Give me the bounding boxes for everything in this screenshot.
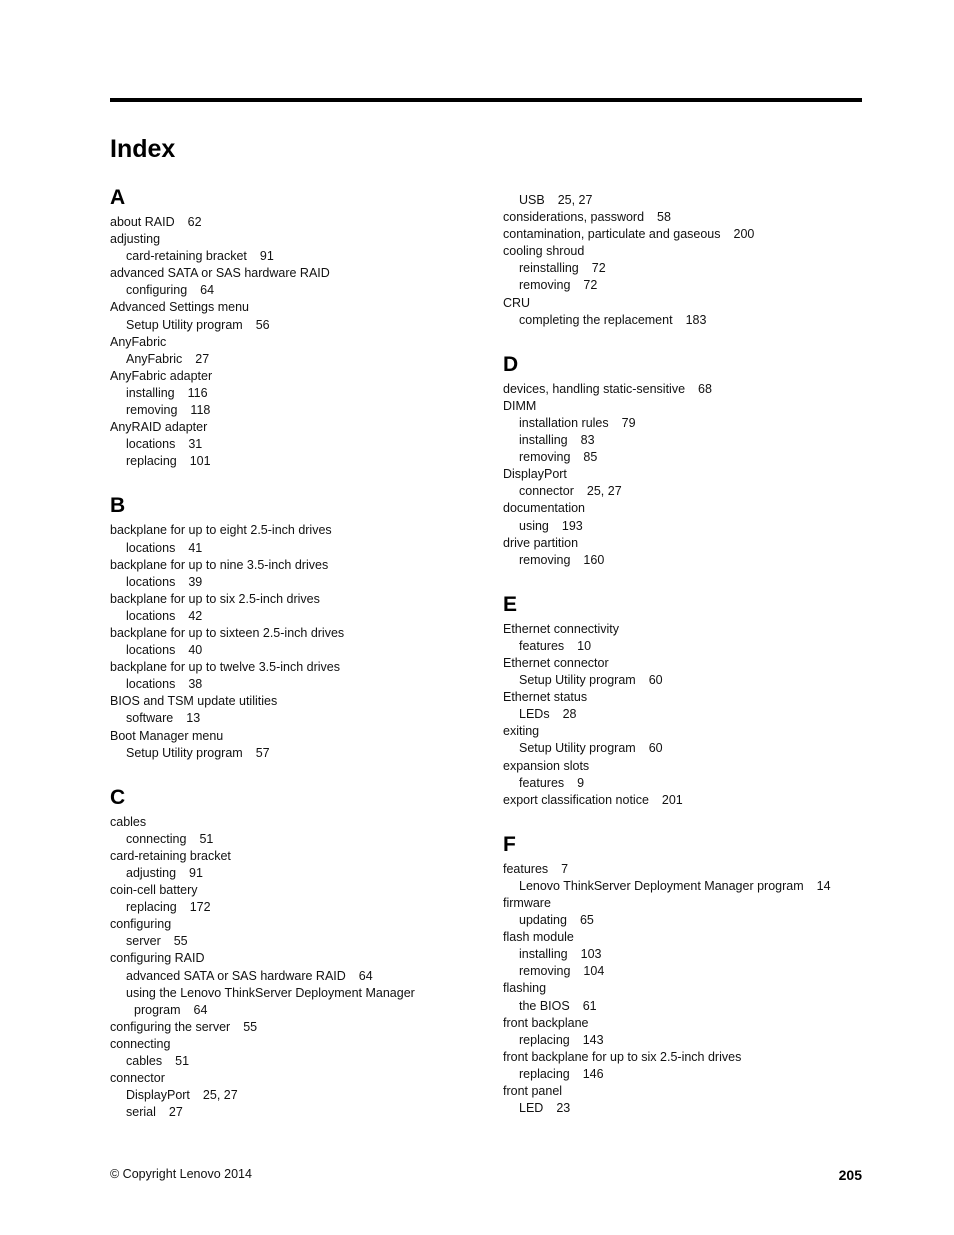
entry-term: reinstalling bbox=[519, 261, 579, 276]
entry-term: cables bbox=[110, 814, 147, 829]
entry-term: features bbox=[519, 638, 565, 653]
entry-page-ref: 60 bbox=[648, 741, 663, 756]
index-subentry bbox=[503, 518, 883, 535]
entry-term: locations bbox=[126, 677, 176, 692]
entry-term: front backplane for up to six 2.5-inch drives bbox=[503, 1049, 742, 1064]
index-entry bbox=[110, 848, 490, 865]
index-entry bbox=[503, 500, 883, 517]
index-entry bbox=[110, 522, 490, 539]
entry-term: contamination, particulate and gaseous bbox=[503, 227, 721, 242]
entry-term: flash module bbox=[503, 930, 574, 945]
index-subentry bbox=[110, 453, 490, 470]
entry-term: backplane for up to twelve 3.5-inch drives bbox=[110, 660, 340, 675]
index-entry bbox=[503, 381, 883, 398]
entry-page-ref: 64 bbox=[200, 283, 215, 298]
entry-term: completing the replacement bbox=[519, 312, 673, 327]
entry-term: replacing bbox=[126, 454, 177, 469]
entry-term: locations bbox=[126, 608, 176, 623]
entry-term: adjusting bbox=[110, 232, 161, 247]
entry-term: removing bbox=[519, 964, 571, 979]
index-entry bbox=[503, 621, 883, 638]
entry-term: front panel bbox=[503, 1084, 563, 1099]
index-subentry bbox=[503, 946, 883, 963]
index-entry bbox=[503, 1015, 883, 1032]
entry-page-ref: 39 bbox=[188, 574, 203, 589]
index-entry bbox=[110, 950, 490, 967]
entry-page-ref: 7 bbox=[561, 861, 569, 876]
section-letter: B bbox=[110, 494, 126, 518]
index-entry bbox=[503, 466, 883, 483]
entry-term: configuring RAID bbox=[110, 951, 205, 966]
index-subentry bbox=[503, 672, 883, 689]
index-section bbox=[110, 786, 490, 1122]
entry-term: using bbox=[519, 518, 549, 533]
index-entry bbox=[110, 625, 490, 642]
index-entry bbox=[110, 368, 490, 385]
index-section bbox=[503, 353, 883, 569]
entry-page-ref: 91 bbox=[189, 866, 203, 880]
index-entry bbox=[110, 659, 490, 676]
index-subentry bbox=[503, 552, 883, 569]
entry-term: installing bbox=[519, 947, 568, 962]
index-subentry bbox=[503, 192, 883, 209]
index-subentry bbox=[503, 1032, 883, 1049]
index-subentry bbox=[503, 312, 883, 329]
index-entry bbox=[503, 1049, 883, 1066]
index-entry bbox=[503, 792, 883, 809]
index-subentry bbox=[110, 1104, 490, 1121]
index-section bbox=[503, 833, 883, 1117]
entry-page-ref: 9 bbox=[577, 775, 585, 790]
entry-page-ref: 65 bbox=[579, 913, 594, 928]
entry-page-ref: 101 bbox=[189, 454, 211, 469]
index-subentry bbox=[110, 282, 490, 299]
entry-term: removing bbox=[519, 552, 571, 567]
entry-page-ref: 25, 27 bbox=[202, 1088, 238, 1103]
index-section bbox=[503, 192, 883, 329]
entry-term: configuring bbox=[110, 917, 172, 932]
index-entry bbox=[110, 265, 490, 282]
index-subentry bbox=[110, 608, 490, 625]
entry-term: locations bbox=[126, 643, 176, 658]
entry-page-ref: 83 bbox=[580, 433, 595, 448]
entry-page-ref: 38 bbox=[188, 677, 203, 692]
entry-term: advanced SATA or SAS hardware RAID bbox=[126, 968, 346, 983]
index-subentry bbox=[110, 985, 490, 1002]
entry-page-ref: 116 bbox=[187, 385, 208, 400]
entry-term: firmware bbox=[503, 896, 551, 910]
entry-page-ref: 193 bbox=[561, 518, 583, 533]
index-subentry bbox=[110, 385, 490, 402]
entry-page-ref: 27 bbox=[168, 1105, 183, 1120]
index-entry bbox=[503, 655, 883, 672]
index-subentry bbox=[110, 831, 490, 848]
index-subentry bbox=[503, 998, 883, 1015]
index-entry bbox=[110, 882, 490, 899]
entry-page-ref: 55 bbox=[173, 934, 188, 949]
index-subentry bbox=[503, 638, 883, 655]
index-entry bbox=[110, 1019, 490, 1036]
entry-term: features bbox=[519, 775, 565, 790]
index-subentry bbox=[503, 432, 883, 449]
entry-page-ref: 13 bbox=[186, 711, 201, 726]
entry-term: Ethernet status bbox=[503, 690, 588, 705]
entry-term: installing bbox=[519, 433, 568, 448]
page-number: 205 bbox=[838, 1167, 862, 1183]
index-column-left bbox=[110, 186, 490, 1145]
entry-term: BIOS and TSM update utilities bbox=[110, 694, 278, 709]
entry-term: LED bbox=[519, 1101, 544, 1116]
index-subentry bbox=[110, 745, 490, 762]
entry-term: adjusting bbox=[126, 866, 177, 880]
entry-term: cables bbox=[126, 1054, 163, 1069]
entry-page-ref: 118 bbox=[190, 403, 211, 418]
index-subentry bbox=[110, 1053, 490, 1070]
index-entry bbox=[503, 758, 883, 775]
entry-term: documentation bbox=[503, 501, 586, 516]
index-subentry bbox=[110, 436, 490, 453]
index-entry bbox=[110, 916, 490, 933]
entry-term: locations bbox=[126, 540, 176, 555]
entry-term: configuring the server bbox=[110, 1019, 231, 1034]
index-entry bbox=[503, 895, 883, 912]
entry-page-ref: 183 bbox=[685, 312, 707, 327]
index-subentry bbox=[503, 483, 883, 500]
entry-term: Ethernet connectivity bbox=[503, 621, 620, 636]
index-entry bbox=[110, 728, 490, 745]
entry-page-ref: 61 bbox=[582, 998, 597, 1013]
entry-term: coin-cell battery bbox=[110, 883, 198, 898]
index-entry bbox=[110, 299, 490, 316]
index-subentry bbox=[110, 933, 490, 950]
index-entry bbox=[503, 226, 883, 243]
entry-page-ref: 72 bbox=[583, 278, 598, 293]
entry-term: advanced SATA or SAS hardware RAID bbox=[110, 266, 330, 281]
entry-term: Advanced Settings menu bbox=[110, 300, 249, 315]
entry-term: DisplayPort bbox=[503, 467, 567, 482]
entry-term: AnyRAID adapter bbox=[110, 420, 208, 435]
index-subentry bbox=[503, 706, 883, 723]
index-subentry bbox=[110, 540, 490, 557]
index-subentry bbox=[503, 260, 883, 277]
entry-term: the BIOS bbox=[519, 998, 570, 1013]
index-subentry bbox=[110, 248, 490, 265]
entry-term: removing bbox=[519, 450, 571, 465]
entry-term: serial bbox=[126, 1105, 156, 1120]
index-subentry bbox=[503, 775, 883, 792]
page-title: Index bbox=[110, 135, 176, 163]
entry-term: software bbox=[126, 711, 174, 726]
entry-page-ref: 10 bbox=[577, 638, 592, 653]
header-rule bbox=[110, 98, 862, 102]
index-entry bbox=[110, 814, 490, 831]
index-entry bbox=[110, 557, 490, 574]
section-letter: D bbox=[503, 352, 519, 376]
index-subentry bbox=[503, 1100, 883, 1117]
entry-term: removing bbox=[519, 278, 571, 293]
index-entry bbox=[503, 398, 883, 415]
index-entry bbox=[110, 1036, 490, 1053]
entry-page-ref: 172 bbox=[189, 900, 211, 915]
index-subentry bbox=[110, 899, 490, 916]
index-entry bbox=[503, 535, 883, 552]
entry-term: connector bbox=[519, 484, 574, 499]
index-subentry bbox=[503, 740, 883, 757]
entry-term: front backplane bbox=[503, 1015, 589, 1030]
entry-term: LEDs bbox=[519, 707, 550, 722]
entry-page-ref: 31 bbox=[188, 437, 203, 452]
entry-page-ref: 40 bbox=[188, 643, 203, 658]
entry-term: updating bbox=[519, 913, 567, 928]
index-entry bbox=[110, 591, 490, 608]
index-entry bbox=[503, 929, 883, 946]
entry-term: locations bbox=[126, 437, 176, 452]
index-subentry bbox=[110, 351, 490, 368]
entry-term: installation rules bbox=[519, 415, 609, 430]
entry-term: replacing bbox=[519, 1066, 570, 1081]
entry-term: Setup Utility program bbox=[519, 673, 636, 688]
entry-page-ref: 51 bbox=[175, 1054, 190, 1069]
entry-term: Boot Manager menu bbox=[110, 728, 224, 743]
index-entry bbox=[110, 1070, 490, 1087]
index-section bbox=[110, 494, 490, 761]
entry-term: DIMM bbox=[503, 398, 537, 413]
entry-term: Setup Utility program bbox=[519, 741, 636, 756]
entry-term: replacing bbox=[126, 900, 177, 915]
entry-page-ref: 160 bbox=[583, 552, 605, 567]
index-subentry bbox=[110, 676, 490, 693]
entry-term: Setup Utility program bbox=[126, 317, 243, 332]
entry-page-ref: 104 bbox=[583, 964, 605, 979]
entry-page-ref: 103 bbox=[580, 947, 602, 962]
index-subentry bbox=[503, 277, 883, 294]
entry-page-ref: 58 bbox=[657, 210, 671, 225]
index-section bbox=[110, 186, 490, 470]
index-entry bbox=[110, 334, 490, 351]
index-subentry bbox=[110, 865, 490, 882]
entry-term: expansion slots bbox=[503, 758, 590, 773]
entry-term: installing bbox=[126, 385, 175, 400]
entry-term: locations bbox=[126, 574, 176, 589]
index-entry bbox=[110, 693, 490, 710]
entry-page-ref: 25, 27 bbox=[557, 193, 593, 207]
entry-term: using the Lenovo ThinkServer Deployment Manager bbox=[126, 985, 415, 1000]
entry-page-ref: 60 bbox=[648, 673, 663, 688]
index-subentry bbox=[110, 968, 490, 985]
index-subentry bbox=[110, 574, 490, 591]
entry-term: about RAID bbox=[110, 215, 175, 229]
entry-term: USB bbox=[519, 193, 545, 207]
index-entry bbox=[503, 1083, 883, 1100]
index-subentry bbox=[503, 963, 883, 980]
entry-term: program bbox=[134, 1002, 181, 1017]
entry-term: export classification notice bbox=[503, 792, 649, 807]
index-entry bbox=[503, 980, 883, 997]
entry-page-ref: 201 bbox=[661, 792, 683, 807]
section-letter: C bbox=[110, 785, 126, 809]
entry-term: CRU bbox=[503, 295, 531, 310]
entry-page-ref: 25, 27 bbox=[586, 484, 622, 499]
entry-page-ref: 143 bbox=[582, 1032, 604, 1047]
entry-term: connector bbox=[110, 1071, 165, 1086]
entry-term: configuring bbox=[126, 283, 188, 298]
entry-term: features bbox=[503, 861, 549, 876]
index-subentry bbox=[503, 415, 883, 432]
entry-page-ref: 41 bbox=[188, 540, 203, 555]
index-subentry bbox=[503, 449, 883, 466]
index-subentry bbox=[503, 1066, 883, 1083]
entry-term: DisplayPort bbox=[126, 1088, 190, 1103]
entry-term: Setup Utility program bbox=[126, 745, 243, 760]
index-column-right bbox=[503, 192, 883, 1141]
index-entry bbox=[503, 861, 883, 878]
entry-term: flashing bbox=[503, 981, 547, 996]
entry-term: server bbox=[126, 934, 161, 949]
entry-page-ref: 146 bbox=[582, 1066, 604, 1081]
index-entry bbox=[110, 419, 490, 436]
entry-term: backplane for up to eight 2.5-inch drives bbox=[110, 523, 332, 538]
entry-term: connecting bbox=[110, 1036, 171, 1051]
entry-page-ref: 51 bbox=[199, 831, 214, 846]
entry-term: Lenovo ThinkServer Deployment Manager program bbox=[519, 878, 804, 893]
section-letter: F bbox=[503, 832, 516, 856]
entry-page-ref: 62 bbox=[187, 215, 202, 229]
entry-page-ref: 56 bbox=[255, 317, 270, 332]
index-section bbox=[503, 593, 883, 809]
section-letter: E bbox=[503, 592, 518, 616]
entry-term: replacing bbox=[519, 1032, 570, 1047]
entry-page-ref: 42 bbox=[188, 608, 203, 623]
index-subentry bbox=[110, 1087, 490, 1104]
entry-term: drive partition bbox=[503, 535, 579, 550]
entry-term: exiting bbox=[503, 724, 540, 739]
entry-term: considerations, password bbox=[503, 210, 645, 225]
entry-term: devices, handling static-sensitive bbox=[503, 381, 686, 396]
entry-page-ref: 72 bbox=[591, 261, 606, 276]
index-subentry bbox=[110, 710, 490, 727]
entry-term: backplane for up to sixteen 2.5-inch drives bbox=[110, 625, 345, 640]
index-subentry bbox=[110, 642, 490, 659]
index-subentry bbox=[110, 1002, 490, 1019]
entry-term: backplane for up to nine 3.5-inch drives bbox=[110, 557, 329, 572]
entry-page-ref: 64 bbox=[358, 968, 373, 983]
entry-page-ref: 55 bbox=[243, 1019, 258, 1034]
entry-page-ref: 28 bbox=[562, 707, 577, 722]
entry-page-ref: 200 bbox=[733, 227, 755, 242]
section-letter: A bbox=[110, 186, 126, 209]
entry-page-ref: 64 bbox=[193, 1002, 208, 1017]
entry-term: AnyFabric bbox=[126, 351, 183, 366]
index-entry bbox=[503, 243, 883, 260]
entry-page-ref: 85 bbox=[583, 450, 598, 465]
entry-term: connecting bbox=[126, 831, 187, 846]
entry-term: removing bbox=[126, 403, 178, 418]
index-entry bbox=[110, 231, 490, 248]
entry-page-ref: 27 bbox=[195, 351, 210, 366]
index-subentry bbox=[110, 402, 490, 419]
index-subentry bbox=[503, 878, 883, 895]
entry-page-ref: 14 bbox=[816, 878, 831, 893]
index-entry bbox=[503, 723, 883, 740]
index-subentry bbox=[503, 912, 883, 929]
entry-term: card-retaining bracket bbox=[110, 848, 231, 863]
copyright-notice: © Copyright Lenovo 2014 bbox=[110, 1167, 252, 1181]
entry-term: AnyFabric adapter bbox=[110, 368, 213, 383]
entry-page-ref: 57 bbox=[255, 745, 270, 760]
index-entry bbox=[503, 295, 883, 312]
index-entry bbox=[110, 214, 490, 231]
entry-page-ref: 79 bbox=[621, 415, 636, 430]
entry-page-ref: 91 bbox=[259, 249, 274, 264]
entry-term: cooling shroud bbox=[503, 244, 585, 259]
index-entry bbox=[503, 209, 883, 226]
entry-term: card-retaining bracket bbox=[126, 249, 247, 264]
index-entry bbox=[503, 689, 883, 706]
entry-page-ref: 68 bbox=[698, 381, 712, 396]
entry-page-ref: 23 bbox=[556, 1101, 571, 1116]
entry-term: backplane for up to six 2.5-inch drives bbox=[110, 591, 320, 606]
entry-term: Ethernet connector bbox=[503, 655, 609, 670]
entry-term: AnyFabric bbox=[110, 334, 167, 349]
index-subentry bbox=[110, 317, 490, 334]
